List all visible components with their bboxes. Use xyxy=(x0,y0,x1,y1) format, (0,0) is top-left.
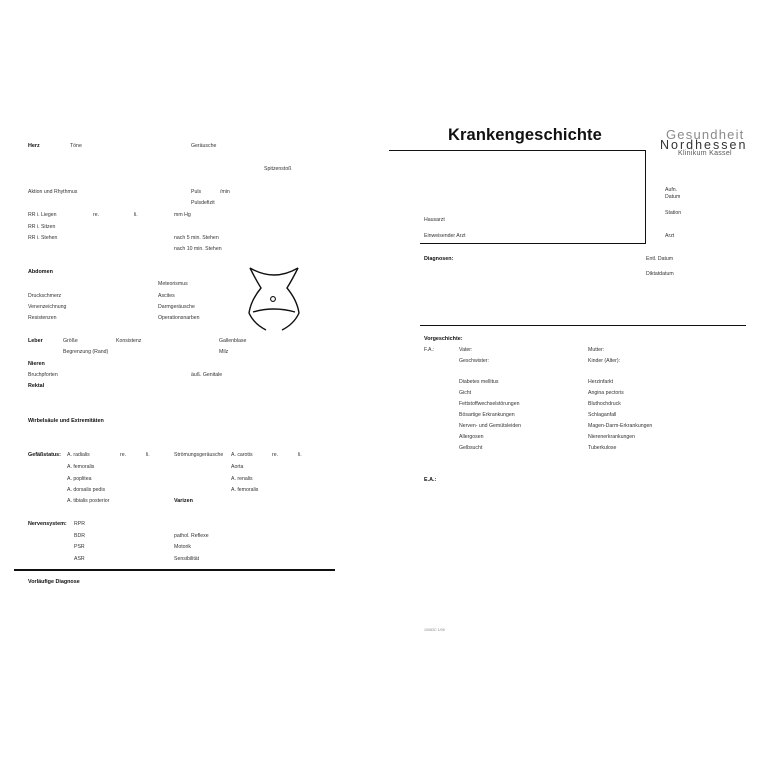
rr-stehen-label: RR i. Stehen xyxy=(28,235,58,241)
gallenblase-label: Gallenblase xyxy=(219,338,247,344)
nerven-heading: Nervensystem: xyxy=(28,521,67,527)
wirbelsaeule-heading: Wirbelsäule und Extremitäten xyxy=(28,418,104,424)
list-item: Schlaganfall xyxy=(588,412,617,418)
ascites-label: Ascites xyxy=(158,293,175,299)
tibialis-label: A. tibialis posterior xyxy=(67,498,110,504)
nach10-label: nach 10 min. Stehen xyxy=(174,246,222,252)
vorlaeufige-heading: Vorläufige Diagnose xyxy=(28,579,80,585)
list-item: Angina pectoris xyxy=(588,390,624,396)
femoralis-label: A. femoralis xyxy=(67,464,95,470)
meteorismus-label: Meteorismus xyxy=(158,281,188,287)
erw-arzt-label: Einweisender Arzt xyxy=(424,233,466,239)
asr-label: ASR xyxy=(74,556,85,562)
nieren-heading: Nieren xyxy=(28,361,45,367)
gefaess-heading: Gefäßstatus: xyxy=(28,452,61,458)
rpr-label: RPR xyxy=(74,521,85,527)
diktatdatum-label: Diktatdatum xyxy=(646,271,674,277)
mmhg-label: mm Hg xyxy=(174,212,191,218)
list-item: Gelbsucht xyxy=(459,445,483,451)
station-label: Station xyxy=(665,210,682,216)
carotis-label: A. carotis xyxy=(231,452,253,458)
bruchpforten-label: Bruchpforten xyxy=(28,372,58,378)
logo-line3: Klinikum Kassel xyxy=(678,150,732,157)
puls-label: Puls xyxy=(191,189,202,195)
geraeusche-label: Geräusche xyxy=(191,143,217,149)
rektal-heading: Rektal xyxy=(28,383,45,389)
toene-label: Töne xyxy=(70,143,82,149)
genitale-label: äuß. Genitale xyxy=(191,372,223,378)
header-right-line xyxy=(645,150,646,244)
aufn-label: Aufn. xyxy=(665,187,678,193)
list-item: Nerven- und Gemütsleiden xyxy=(459,423,521,429)
list-item: Fettstoffwechselstörungen xyxy=(459,401,520,407)
kinder-label: Kinder (Alter): xyxy=(588,358,620,364)
psr-label: PSR xyxy=(74,544,85,550)
gefaess-re-label: re. xyxy=(120,452,127,458)
vorgeschichte-heading: Vorgeschichte: xyxy=(424,336,463,342)
motorik-label: Motorik xyxy=(174,544,192,550)
list-item: Bluthochdruck xyxy=(588,401,621,407)
darmgeraeusche-label: Darmgeräusche xyxy=(158,304,195,310)
aktion-label: Aktion und Rhythmus xyxy=(28,189,78,195)
poplitea-label: A. poplitea xyxy=(67,476,92,482)
varizen-heading: Varizen xyxy=(174,498,193,504)
herz-heading: Herz xyxy=(28,143,40,149)
datum-label: Datum xyxy=(665,194,681,200)
venenzeichnung-label: Venenzeichnung xyxy=(28,304,67,310)
min-label: /min xyxy=(220,189,230,195)
re-label: re. xyxy=(93,212,100,218)
druckschmerz-label: Druckschmerz xyxy=(28,293,62,299)
list-item: Diabetes mellitus xyxy=(459,379,499,385)
li-label: li. xyxy=(134,212,138,218)
logo-line1: Gesundheit xyxy=(666,127,745,142)
list-item: Magen-Darm-Erkrankungen xyxy=(588,423,653,429)
spitzenstoss-label: Spitzenstoß xyxy=(264,166,292,172)
header-bottom-line xyxy=(420,243,646,244)
pulsdefizit-label: Pulsdefizit xyxy=(191,200,215,206)
arzt-label: Arzt xyxy=(665,233,675,239)
abdomen-torso-diagram xyxy=(246,266,302,334)
begrenzung-label: Begrenzung (Rand) xyxy=(63,349,109,355)
aorta-label: Aorta xyxy=(231,464,244,470)
gefaess-li-label: li. xyxy=(146,452,150,458)
vater-label: Vater: xyxy=(459,347,473,353)
rr-sitzen-label: RR i. Sitzen xyxy=(28,224,56,230)
gefaess-li2-label: li. xyxy=(298,452,302,458)
page-title: Krankengeschichte xyxy=(448,126,602,144)
rr-liegen-label: RR i. Liegen xyxy=(28,212,57,218)
logo-line2: Nordhessen xyxy=(660,138,748,152)
renalis-label: A. renalis xyxy=(231,476,253,482)
diagnosen-heading: Diagnosen: xyxy=(424,256,454,262)
nach5-label: nach 5 min. Stehen xyxy=(174,235,219,241)
stroemung-label: Strömungsgeräusche xyxy=(174,452,224,458)
list-item: Bösartige Erkrankungen xyxy=(459,412,515,418)
list-item: Tuberkulose xyxy=(588,445,617,451)
gefaess-re2-label: re. xyxy=(272,452,279,458)
resistenzen-label: Resistenzen xyxy=(28,315,57,321)
footer-code: 10083C 1/08 xyxy=(424,628,445,632)
entl-datum-label: Entl. Datum xyxy=(646,256,674,262)
left-divider xyxy=(14,569,335,571)
sensibilitaet-label: Sensibilität xyxy=(174,556,200,562)
list-item: Herzinfarkt xyxy=(588,379,614,385)
leber-heading: Leber xyxy=(28,338,43,344)
abdomen-heading: Abdomen xyxy=(28,269,53,275)
femoralis2-label: A. femoralis xyxy=(231,487,259,493)
header-top-line xyxy=(389,150,646,151)
pathol-label: pathol. Reflexe xyxy=(174,533,209,539)
groesse-label: Größe xyxy=(63,338,78,344)
list-item: Nierenerkrankungen xyxy=(588,434,636,440)
diagnosen-divider xyxy=(420,325,746,326)
operationsnarben-label: Operationsnarben xyxy=(158,315,200,321)
list-item: Gicht xyxy=(459,390,472,396)
geschwister-label: Geschwister: xyxy=(459,358,489,364)
mutter-label: Mutter: xyxy=(588,347,605,353)
milz-label: Milz xyxy=(219,349,229,355)
fa-label: F.A.: xyxy=(424,347,435,353)
radialis-label: A. radialis xyxy=(67,452,90,458)
bdr-label: BDR xyxy=(74,533,85,539)
ea-heading: E.A.: xyxy=(424,477,437,483)
konsistenz-label: Konsistenz xyxy=(116,338,142,344)
list-item: Allergosen xyxy=(459,434,484,440)
dorsalis-label: A. dorsalis pedis xyxy=(67,487,106,493)
hausarzt-label: Hausarzt xyxy=(424,217,445,223)
